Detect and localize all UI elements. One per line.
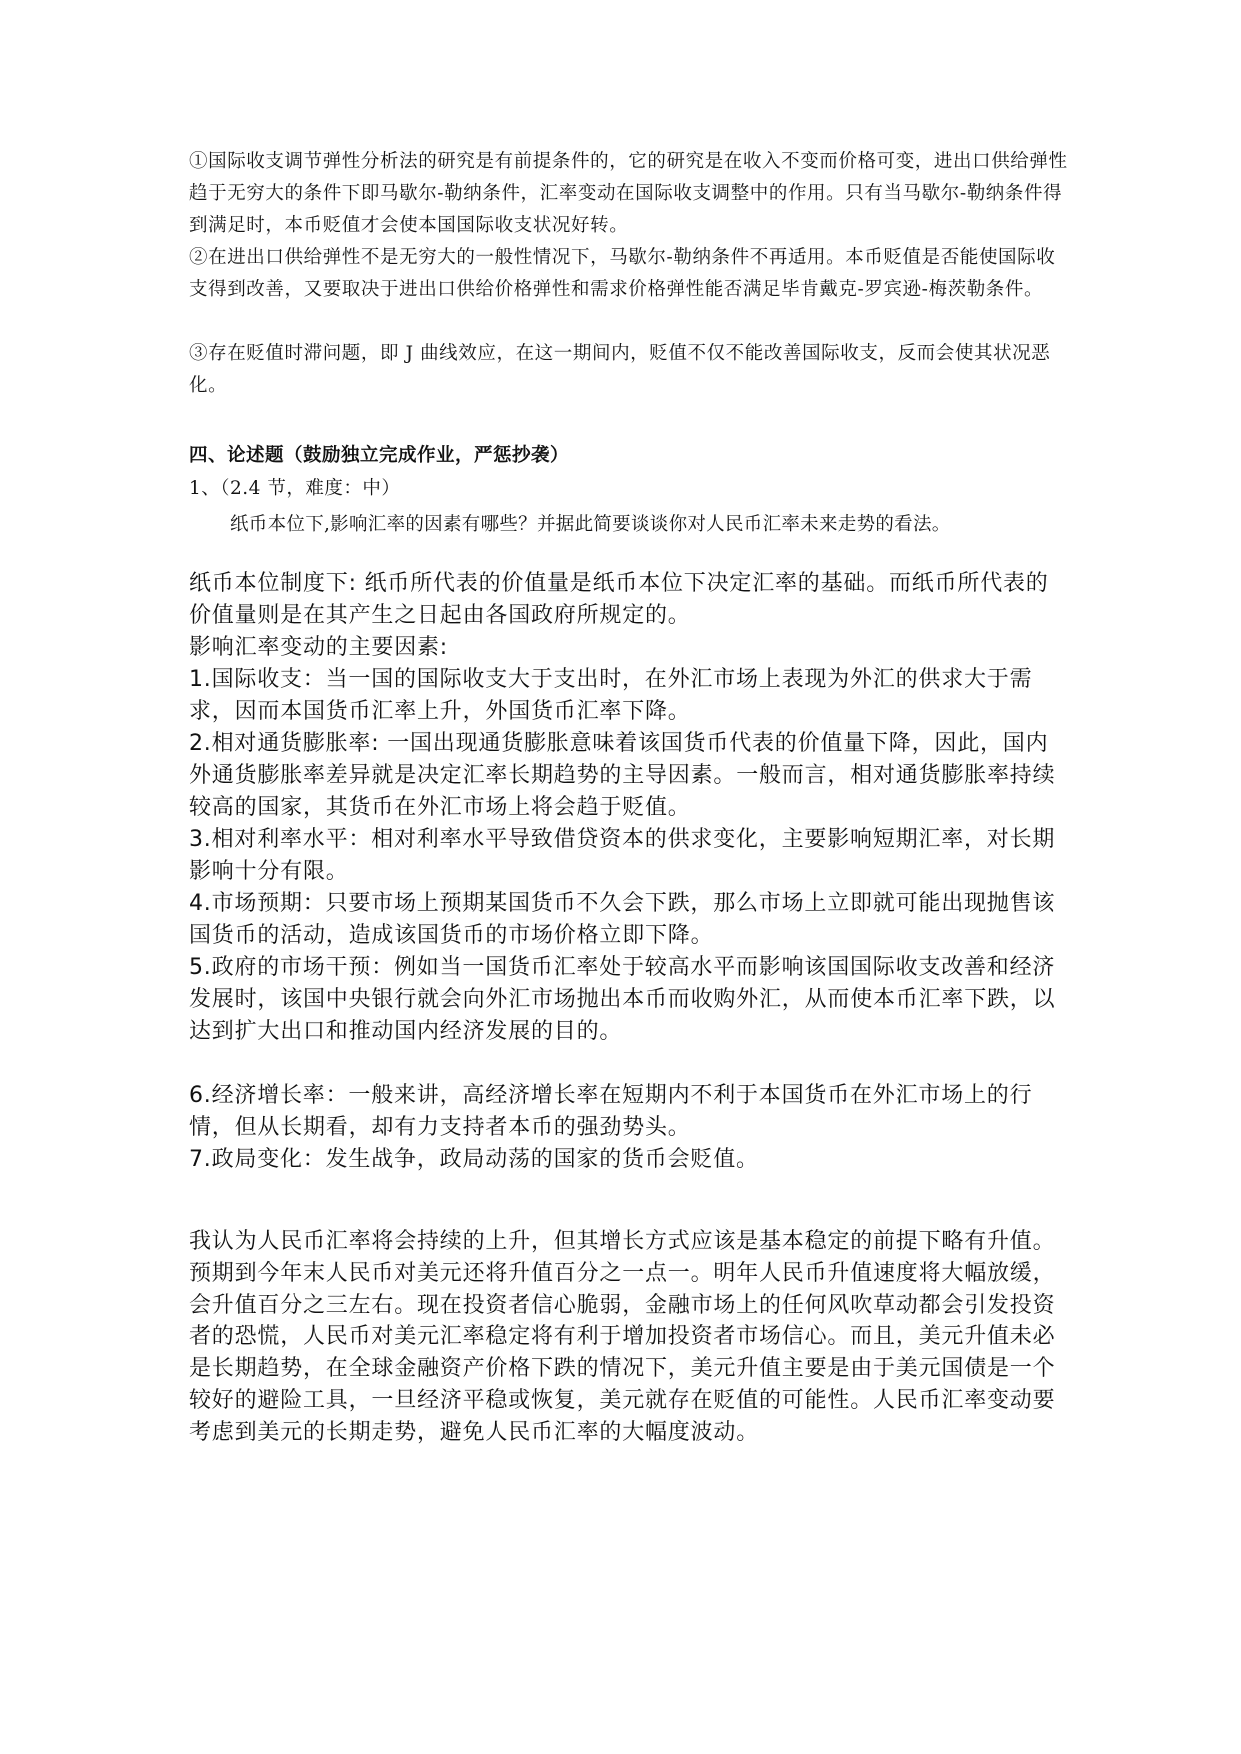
- factor-item: 3.相对利率水平：相对利率水平导致借贷资本的供求变化，主要影响短期汇率，对长期影响十分有限。: [189, 827, 1056, 884]
- factor-item: 1.国际收支：当一国的国际收支大于支出时，在外汇市场上表现为外汇的供求大于需求，因而本国货币汇率上升，外国货币汇率下降。: [189, 667, 1033, 724]
- paragraph-elasticity-premise: ①国际收支调节弹性分析法的研究是有前提条件的，它的研究是在收入不变而价格可变，进出口供给弹性趋于无穷大的条件下即马歇尔-勒纳条件，汇率变动在国际收支调整中的作用。只有当马歇尔-勒纳条件得到满足时，本币贬值才会使本国国际收支状况好转。: [189, 151, 1068, 236]
- factor-item: 6.经济增长率：一般来讲，高经济增长率在短期内不利于本国货币在外汇市场上的行情，但从长期看，却有力支持者本币的强劲势头。: [189, 1083, 1033, 1140]
- factors-heading: 影响汇率变动的主要因素:: [189, 635, 449, 660]
- opinion-paragraph: 我认为人民币汇率将会持续的上升，但其增长方式应该是基本稳定的前提下略有升值。预期到今年末人民币对美元还将升值百分之一点一。明年人民币升值速度将大幅放缓，会升值百分之三左右。现在投资者信心脆弱，金融市场上的任何风吹草动都会引发投资者的恐慌，人民币对美元汇率稳定将有利于增加投资者市场信心。而且，美元升值未必是长期趋势，在全球金融资产价格下跌的情况下，美元升值主要是由于美元国债是一个较好的避险工具，一旦经济平稳或恢复，美元就存在贬值的可能性。人民币汇率变动要考虑到美元的长期走势，避免人民币汇率的大幅度波动。: [189, 1229, 1056, 1445]
- question-text: 纸币本位下,影响汇率的因素有哪些？并据此简要谈谈你对人民币汇率未来走势的看法。: [230, 514, 951, 535]
- answer-intro: 纸币本位制度下: 纸币所代表的价值量是纸币本位下决定汇率的基础。而纸币所代表的价值量则是在其产生之日起由各国政府所规定的。: [189, 571, 1049, 628]
- paragraph-elasticity-limit: ②在进出口供给弹性不是无穷大的一般性情况下，马歇尔-勒纳条件不再适用。本币贬值是否能使国际收支得到改善，又要取决于进出口供给价格弹性和需求价格弹性能否满足毕肯戴克-罗宾逊-梅茨勒条件。: [189, 247, 1056, 300]
- factor-item: 7.政局变化：发生战争，政局动荡的国家的货币会贬值。: [189, 1147, 759, 1172]
- paragraph-j-curve: ③存在贬值时滞问题，即 J 曲线效应，在这一期间内，贬值不仅不能改善国际收支，反而会使其状况恶化。: [189, 343, 1051, 396]
- factor-item: 2.相对通货膨胀率: 一国出现通货膨胀意味着该国货币代表的价值量下降，因此，国内外通货膨胀率差异就是决定汇率长期趋势的主导因素。一般而言，相对通货膨胀率持续较高的国家，其货币在外汇市场上将会趋于贬值。: [189, 731, 1056, 820]
- factor-item: 4.市场预期：只要市场上预期某国货币不久会下跌，那么市场上立即就可能出现抛售该国货币的活动，造成该国货币的市场价格立即下降。: [189, 891, 1056, 948]
- factor-item: 5.政府的市场干预：例如当一国货币汇率处于较高水平而影响该国国际收支改善和经济发展时，该国中央银行就会向外汇市场抛出本币而收购外汇，从而使本币汇率下跌，以达到扩大出口和推动国内经济发展的目的。: [189, 955, 1056, 1044]
- question-number: 1、（2.4 节，难度：中）: [189, 478, 401, 499]
- section-heading: 四、论述题（鼓励独立完成作业，严惩抄袭）: [189, 445, 570, 466]
